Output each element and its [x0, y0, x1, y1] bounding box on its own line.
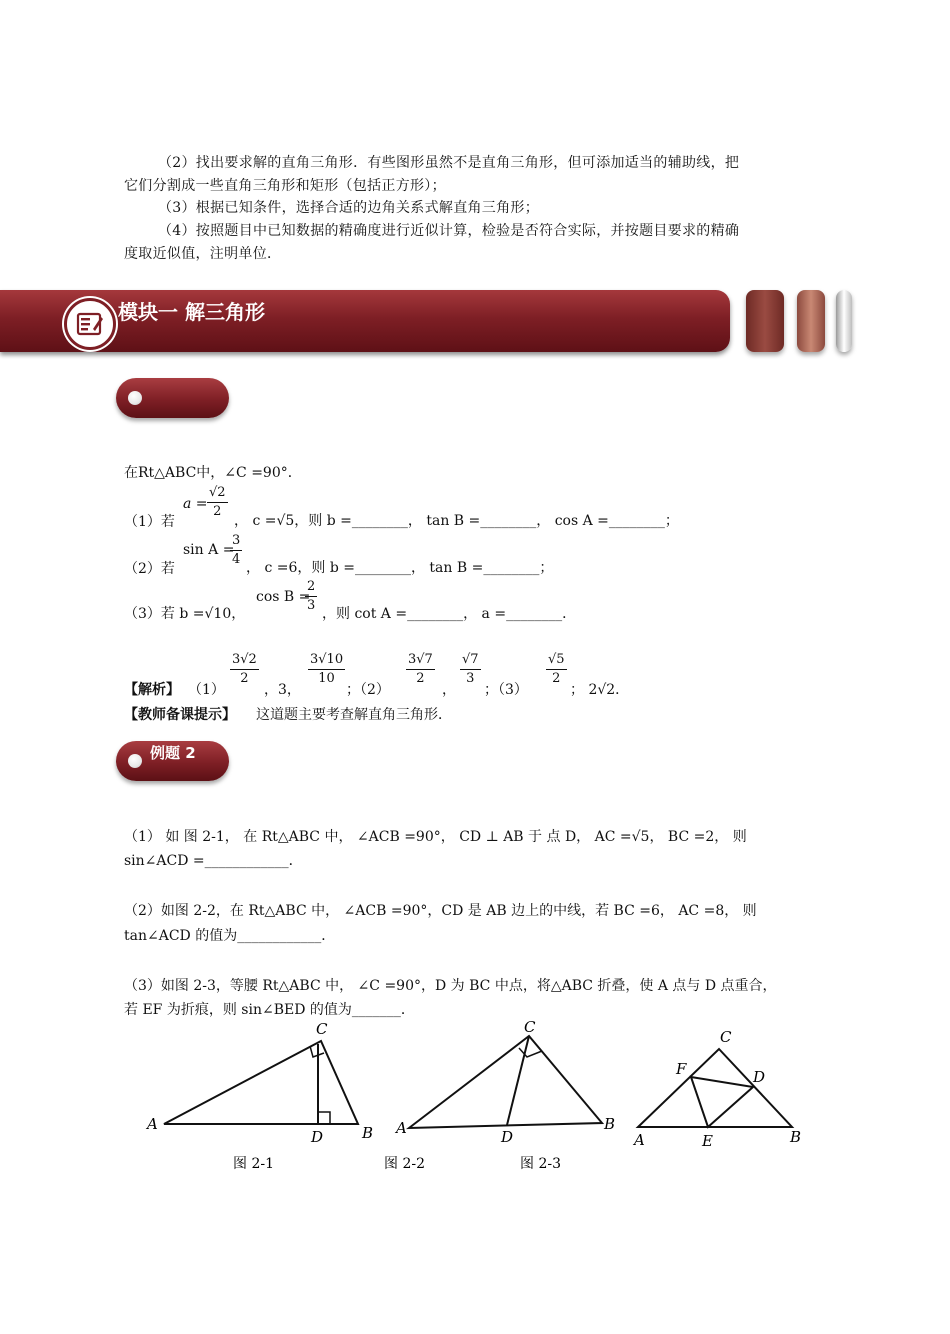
answer-fraction-4	[460, 651, 481, 688]
fig3-label-b: B	[790, 1128, 802, 1146]
fig2-triangle	[409, 1036, 602, 1128]
fraction-denominator: 2	[240, 671, 249, 686]
teacher-text: 这道题主要考查解直角三角形．	[256, 707, 452, 723]
fraction-denominator: 2	[416, 671, 425, 686]
fig1-label-d: D	[311, 1128, 324, 1146]
intro-step2-line2: 它们分割成一些直角三角形和矩形（包括正方形）；	[124, 178, 446, 194]
figure-2-2	[409, 1036, 602, 1128]
example1-pill	[116, 378, 229, 418]
answer-sep-1: ，3，	[264, 682, 301, 698]
answer-fraction-3	[406, 651, 435, 688]
teacher-tag: 【教师备课提示】	[124, 707, 236, 723]
fraction-numerator: √7	[460, 651, 481, 670]
figure-2-1	[164, 1041, 358, 1124]
fig2-right-angle-c	[519, 1048, 542, 1057]
ex1-p1-rest: ， c =√5，则 b =________， tan B =________， cos A =________；	[234, 513, 679, 529]
answer-sep-2: ；（2）	[346, 682, 390, 698]
ex2-q3-line2: 若 EF 为折痕，则 sin∠BED 的值为_______．	[124, 1002, 415, 1018]
fraction-denominator: 2	[213, 504, 222, 519]
ex2-q2-line2: tan∠ACD 的值为____________．	[124, 928, 336, 944]
example2-label: 例题 2	[150, 744, 196, 762]
banner-tab-1	[746, 290, 784, 352]
intro-step4-line2: 度取近似值，注明单位．	[124, 246, 282, 262]
module-title: 模块一 解三角形	[118, 300, 265, 324]
ex1-p1-a-lhs: a =	[183, 496, 208, 512]
bullet-icon	[128, 391, 142, 405]
answer-sep-3: ，	[442, 682, 456, 698]
ex2-q3-line1: （3）如图 2-3，等腰 Rt△ABC 中， ∠C =90°，D 为 BC 中点，将△ABC 折叠，使 A 点与 D 点重合，	[124, 978, 777, 994]
ex1-p2-sin-fraction	[230, 532, 242, 569]
fig3-label-d: D	[753, 1068, 766, 1086]
ex1-p3-cos-lhs: cos B =	[256, 589, 311, 605]
notebook-icon	[64, 298, 116, 350]
example1-stem: 在Rt△ABC中，∠C =90°．	[124, 465, 302, 481]
fig1-label-a: A	[147, 1115, 158, 1133]
example2-pill	[116, 741, 229, 781]
bullet-icon	[128, 754, 142, 768]
fig3-label-f: F	[676, 1060, 687, 1078]
intro-step3: （3）根据已知条件，选择合适的边角关系式解直角三角形；	[158, 200, 540, 216]
fraction-numerator: 2	[305, 578, 317, 597]
fraction-denominator: 4	[232, 552, 241, 567]
banner-tab-3	[836, 290, 852, 352]
fraction-denominator: 3	[307, 598, 316, 613]
fig3-fold-triangle	[691, 1077, 753, 1127]
fraction-denominator: 3	[466, 671, 475, 686]
fig2-caption: 图 2-2	[384, 1156, 425, 1172]
fig1-right-angle-d	[318, 1112, 330, 1124]
answer-fraction-2	[308, 651, 345, 688]
ex2-q1-line1: （1） 如 图 2-1， 在 Rt△ABC 中， ∠ACB =90°， CD ⊥ AB 于 点 D， AC =√5， BC =2， 则	[124, 829, 747, 845]
fraction-numerator: 3√2	[230, 651, 259, 670]
fig3-label-a: A	[634, 1131, 645, 1149]
fraction-denominator: 2	[552, 671, 561, 686]
fig2-label-b: B	[604, 1115, 616, 1133]
fig3-caption: 图 2-3	[520, 1156, 561, 1172]
fraction-numerator: 3√10	[308, 651, 345, 670]
figure-2-3	[638, 1049, 792, 1127]
fraction-numerator: √5	[546, 651, 567, 670]
fig1-label-c: C	[316, 1020, 328, 1038]
answer-sep-4: ；（3）	[484, 682, 528, 698]
fraction-numerator: 3	[230, 532, 242, 551]
fig2-label-d: D	[501, 1128, 514, 1146]
answer-fraction-5	[546, 651, 567, 688]
answer-fraction-1	[230, 651, 259, 688]
fraction-numerator: √2	[207, 484, 228, 503]
fig1-label-b: B	[362, 1124, 374, 1142]
answer-part1-label: （1）	[188, 682, 225, 698]
fig3-label-e: E	[702, 1132, 713, 1150]
fig1-caption: 图 2-1	[233, 1156, 274, 1172]
answer-sep-5: ； 2√2．	[570, 682, 630, 698]
fraction-denominator: 10	[318, 671, 335, 686]
figures-svg	[140, 1015, 840, 1185]
answer-tag: 【解析】	[124, 682, 180, 698]
ex1-p1-prefix: （1）若	[124, 514, 175, 530]
fig3-triangle	[638, 1049, 792, 1127]
ex1-p3-cos-fraction	[305, 578, 317, 615]
ex2-q2-line1: （2）如图 2-2，在 Rt△ABC 中， ∠ACB =90°，CD 是 AB 边上的中线，若 BC =6， AC =8， 则	[124, 903, 757, 919]
ex1-p2-prefix: （2）若	[124, 561, 175, 577]
ex1-p3-rest: ，则 cot A =________， a =________．	[322, 606, 577, 622]
intro-step4-line1: （4）按照题目中已知数据的精确度进行近似计算，检验是否符合实际，并按题目要求的精确	[158, 223, 740, 239]
fig2-label-a: A	[396, 1119, 407, 1137]
fraction-numerator: 3√7	[406, 651, 435, 670]
ex1-p1-a-fraction	[207, 484, 228, 521]
ex2-q1-line2: sin∠ACD =____________．	[124, 853, 303, 869]
ex1-p2-rest: ， c =6，则 b =________， tan B =________；	[246, 560, 554, 576]
ex1-p2-sin-lhs: sin A =	[183, 542, 235, 558]
intro-step2-line1: （2）找出要求解的直角三角形．有些图形虽然不是直角三角形，但可添加适当的辅助线，把	[158, 155, 740, 171]
fig3-label-c: C	[720, 1028, 732, 1046]
fig2-label-c: C	[524, 1018, 536, 1036]
banner-tab-2	[797, 290, 825, 352]
ex1-p3-prefix: （3）若 b =√10，	[124, 606, 246, 622]
